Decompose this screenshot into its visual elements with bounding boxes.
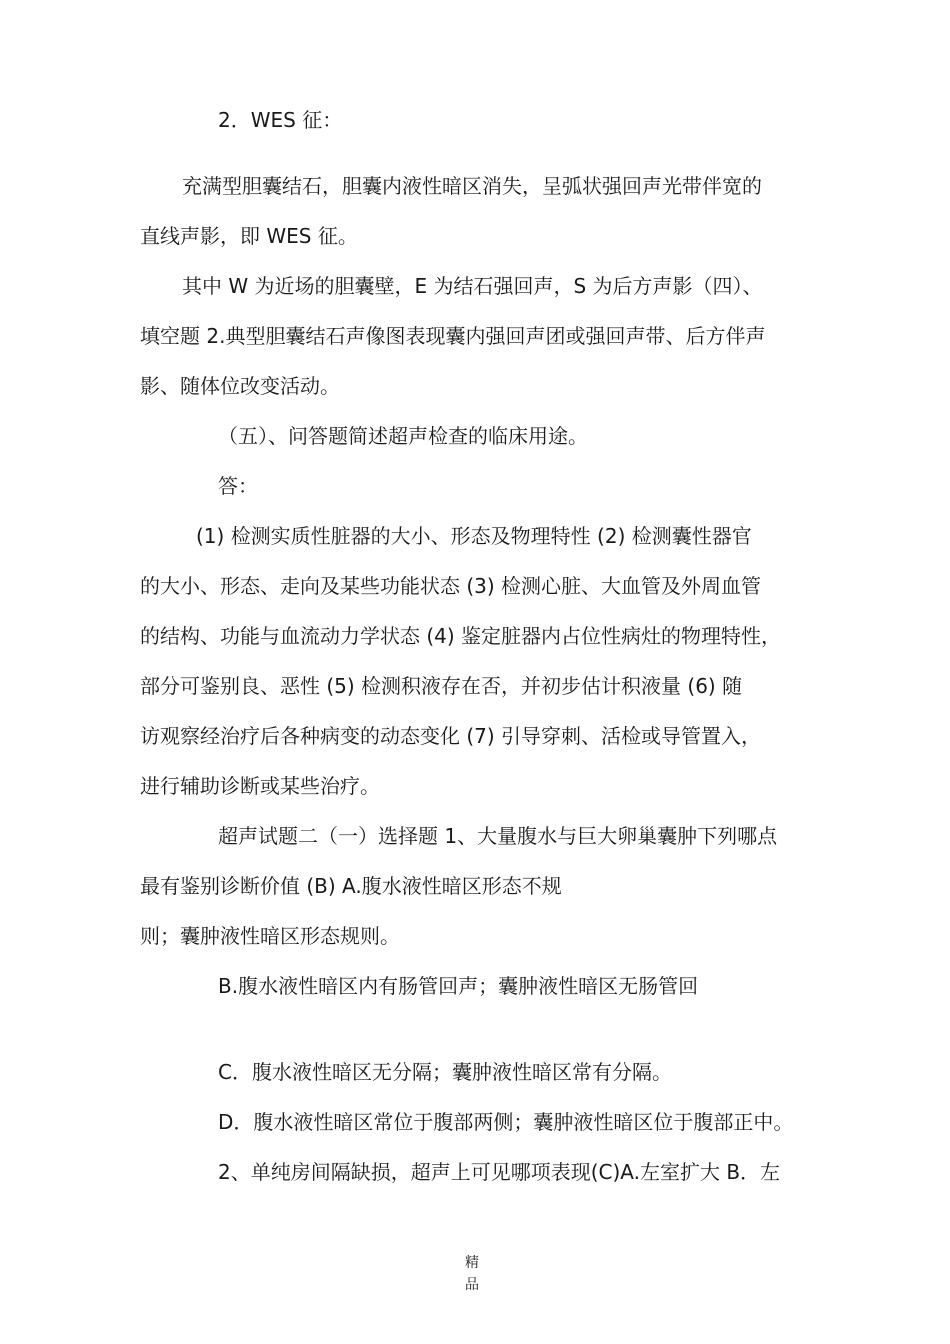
text-line: 直线声影，即 WES 征。 [140, 224, 358, 248]
text-line: 最有鉴别诊断价值 (B) A.腹水液性暗区形态不规 [140, 874, 562, 898]
text-line: 超声试题二（一）选择题 1、大量腹水与巨大卵巢囊肿下列哪点 [218, 824, 778, 848]
text-line: 的结构、功能与血流动力学状态 (4) 鉴定脏器内占位性病灶的物理特性， [140, 624, 782, 648]
text-line: 影、随体位改变活动。 [140, 374, 340, 398]
text-line: 则；囊肿液性暗区形态规则。 [140, 924, 400, 948]
text-line: 访观察经治疗后各种病变的动态变化 (7) 引导穿刺、活检或导管置入， [140, 724, 762, 748]
text-line: 2、单纯房间隔缺损，超声上可见哪项表现(C)A.左室扩大 B．左 [218, 1160, 781, 1184]
text-line: (1) 检测实质性脏器的大小、形态及物理特性 (2) 检测囊性器官 [196, 524, 752, 548]
text-line: 其中 W 为近场的胆囊壁，E 为结石强回声，S 为后方声影（四）、 [182, 274, 763, 298]
text-line: 的大小、形态、走向及某些功能状态 (3) 检测心脏、大血管及外周血管 [140, 574, 762, 598]
text-line: 充满型胆囊结石，胆囊内液性暗区消失，呈弧状强回声光带伴宽的 [182, 174, 762, 198]
text-line: C．腹水液性暗区无分隔；囊肿液性暗区常有分隔。 [218, 1060, 672, 1084]
text-line: D．腹水液性暗区常位于腹部两侧；囊肿液性暗区位于腹部正中。 [218, 1110, 794, 1134]
text-line: B.腹水液性暗区内有肠管回声；囊肿液性暗区无肠管回 [218, 974, 699, 998]
text-line: 答： [218, 474, 258, 498]
text-line: 2．WES 征： [218, 108, 343, 132]
text-line: 进行辅助诊断或某些治疗。 [140, 774, 380, 798]
page-footer: 精品 [465, 1255, 479, 1293]
text-line: （五）、问答题简述超声检查的临床用途。 [218, 424, 588, 448]
text-line: 填空题 2.典型胆囊结石声像图表现囊内强回声团或强回声带、后方伴声 [140, 324, 766, 348]
text-line: 部分可鉴别良、恶性 (5) 检测积液存在否，并初步估计积液量 (6) 随 [140, 674, 743, 698]
